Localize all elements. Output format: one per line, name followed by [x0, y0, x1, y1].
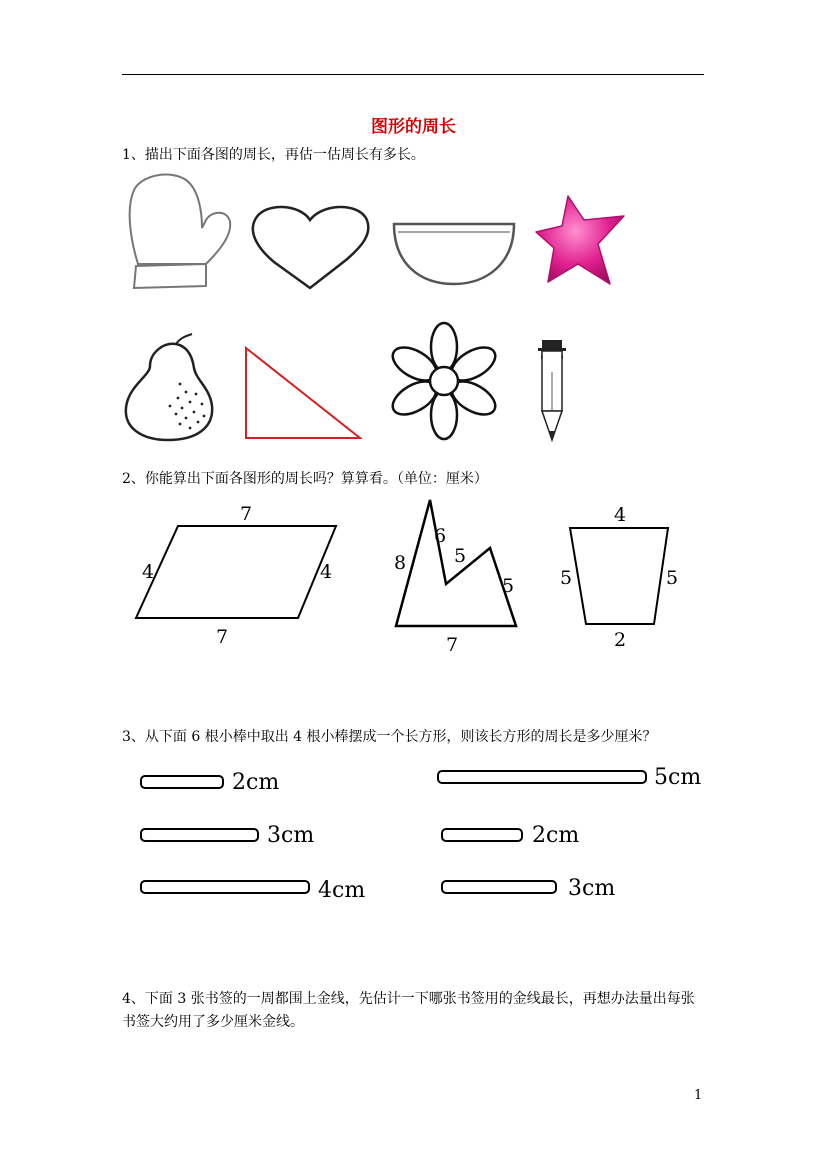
trapezoid-right-label: 5 [666, 567, 679, 589]
parallelogram-left-label: 4 [142, 561, 155, 583]
zigzag-left-label: 8 [394, 552, 407, 574]
page-title: 图形的周长 [371, 117, 456, 137]
trapezoid-left-label: 5 [560, 567, 573, 589]
stick-5 [442, 823, 579, 848]
header-rule [122, 74, 704, 75]
triangle-icon [240, 344, 366, 442]
parallelogram-right-label: 4 [320, 561, 333, 583]
semicircle-icon [390, 218, 518, 288]
zigzag-inner1-label: 6 [434, 525, 447, 547]
stick-2-label: 3cm [267, 823, 315, 848]
stick-3 [141, 878, 365, 903]
stick-6 [442, 876, 615, 901]
question-4-text: 4、下面 3 张书签的一周都围上金线，先估计一下哪张书签用的金线最长，再想办法量出每张书签大约用了多少厘米金线。 [122, 991, 695, 1030]
mitten-icon [120, 168, 240, 292]
stick-5-label: 2cm [532, 823, 580, 848]
zigzag-bottom-label: 7 [446, 634, 459, 656]
stick-2 [141, 823, 314, 848]
sticks-figure [138, 762, 708, 912]
question-1-text: 1、描出下面各图的周长，再估一估周长有多长。 [122, 147, 425, 163]
pear-icon [120, 332, 220, 444]
stick-1 [141, 770, 279, 795]
parallelogram-bottom-label: 7 [216, 626, 229, 648]
question-3-text: 3、从下面 6 根小棒中取出 4 根小棒摆成一个长方形，则该长方形的周长是多少厘米？ [122, 729, 657, 745]
parallelogram-figure [130, 498, 340, 653]
trapezoid-bottom-label: 2 [614, 629, 627, 651]
stick-3-label: 4cm [318, 878, 366, 903]
page-number: 1 [694, 1088, 703, 1103]
question-2-text: 2、你能算出下面各图形的周长吗？算算看。（单位：厘米） [122, 471, 488, 487]
pencil-icon [530, 336, 574, 444]
stick-4 [438, 765, 701, 790]
parallelogram-top-label: 7 [240, 503, 253, 525]
stick-6-label: 3cm [568, 876, 616, 901]
trapezoid-figure [556, 500, 684, 650]
flower-icon [384, 320, 504, 442]
heart-icon [246, 200, 376, 292]
star-icon [532, 190, 632, 290]
stick-4-label: 5cm [654, 765, 702, 790]
trapezoid-top-label: 4 [614, 504, 627, 526]
zigzag-figure [390, 494, 530, 656]
zigzag-right-label: 5 [502, 575, 515, 597]
stick-1-label: 2cm [232, 770, 280, 795]
zigzag-inner2-label: 5 [454, 545, 467, 567]
